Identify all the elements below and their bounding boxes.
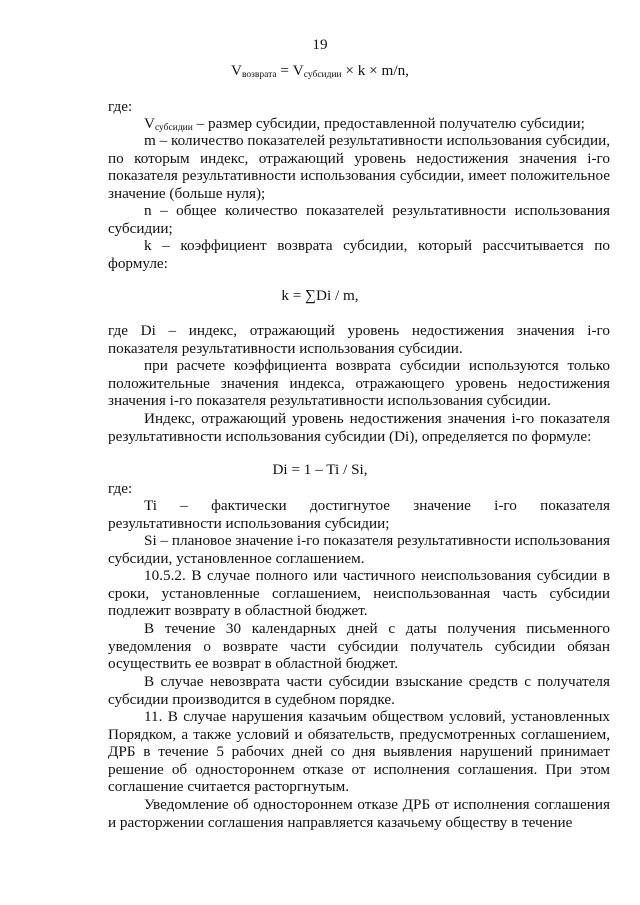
def-n: n – общее количество показателей результативности использования субсидии;	[108, 202, 610, 237]
def-k: k – коэффициент возврата субсидии, который рассчитывается по формуле:	[108, 237, 610, 272]
def-v-symbol: V	[144, 115, 155, 132]
formula-rest: × k × m/n,	[341, 62, 409, 79]
formula-v: V	[231, 62, 242, 79]
formula-sub-return: возврата	[242, 70, 277, 80]
where-label-2: где:	[108, 480, 133, 497]
para-10-5-2: 10.5.2. В случае полного или частичного неиспользования субсидии в сроки, установленные соглашением, неиспользованная часть субсидии подлежит возврату в областной бюджет.	[108, 567, 610, 619]
def-v-text: – размер субсидии, предоставленной получателю субсидии;	[192, 115, 585, 132]
para-positive: при расчете коэффициента возврата субсидии используются только положительные значения индекса, отражающего уровень недостижения значения i-го показателя результативности использования субсидии.	[108, 357, 610, 409]
where-label-1: где:	[108, 98, 133, 115]
para-index: Индекс, отражающий уровень недостижения значения i-го показателя результативности использования субсидии (Di), определяется по формуле:	[108, 410, 610, 445]
def-ti: Ti – фактически достигнутое значение i-го показателя результативности использования субсидии;	[108, 497, 610, 532]
formula-di: Di = 1 – Ti / Si,	[272, 461, 368, 478]
formula-refund	[0, 62, 640, 80]
def-v-sub: субсидии	[154, 123, 193, 133]
formula-k: k = ∑Di / m,	[281, 287, 359, 304]
def-m: m – количество показателей результативности использования субсидии, по которым индекс, отражающий уровень недостижения значения i-го показателя результативности использования субсидии, имеет положительное значение (больше нуля);	[108, 132, 610, 202]
def-v	[108, 115, 610, 133]
def-si: Si – плановое значение i-го показателя результативности использования субсидии, установленное соглашением.	[108, 532, 610, 567]
page-number: 19	[312, 36, 328, 53]
para-notice: Уведомление об одностороннем отказе ДРБ от исполнения соглашения и расторжении соглашения направляется казачьему обществу в течение	[108, 796, 610, 831]
formula-sub-subsidy: субсидии	[303, 70, 342, 80]
para-30-days: В течение 30 календарных дней с даты получения письменного уведомления о возврате части субсидии получатель субсидии обязан осуществить ее возврат в областной бюджет.	[108, 620, 610, 672]
formula-eq: = V	[276, 62, 304, 79]
para-11: 11. В случае нарушения казачьим обществом условий, установленных Порядком, а также условий и обязательств, предусмотренных соглашением, ДРБ в течение 5 рабочих дней со дня выявления нарушений принимает решение об одностороннем отказе от исполнения соглашения. При этом соглашение считается расторгнутым.	[108, 708, 610, 795]
def-di: где Di – индекс, отражающий уровень недостижения значения i-го показателя результативности использования субсидии.	[108, 322, 610, 357]
para-court: В случае невозврата части субсидии взыскание средств с получателя субсидии производится в судебном порядке.	[108, 673, 610, 708]
